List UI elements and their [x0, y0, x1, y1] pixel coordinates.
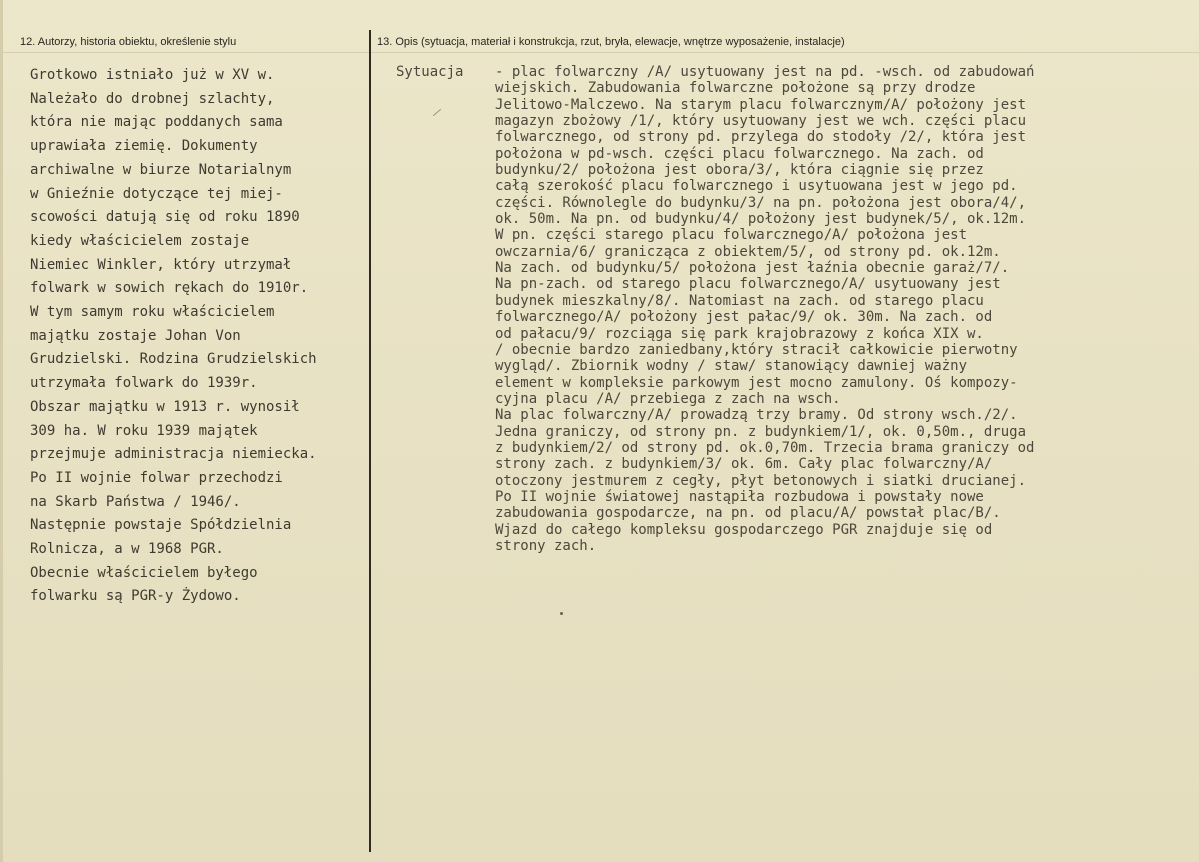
history-line: która nie mając poddanych sama — [30, 114, 283, 131]
card-edge — [0, 0, 3, 862]
description-line: Na pn-zach. od starego placu folwarcznego/A/ usytuowany jest — [495, 276, 1001, 293]
history-line: utrzymała folwark do 1939r. — [30, 375, 258, 392]
description-line: położona w pd-wsch. części placu folwarcznego. Na zach. od — [495, 145, 984, 162]
description-line: W pn. części starego placu folwarcznego/A/ położona jest — [495, 227, 968, 244]
description-line: cyjna placu /A/ przebiega z zach na wsch. — [495, 390, 841, 407]
description-line: ok. 50m. Na pn. od budynku/4/ położony jest budynek/5/, ok.12m. — [495, 211, 1027, 228]
description-line: budynek mieszkalny/8/. Natomiast na zach. od starego placu — [495, 292, 984, 309]
history-line: scowości datują się od roku 1890 — [30, 209, 300, 226]
section-13-header: 13. Opis (sytuacja, materiał i konstrukcja, rzut, bryła, elewacje, wnętrze wyposażenie, instalacje) — [377, 36, 845, 48]
history-line: W tym samym roku właścicielem — [30, 304, 275, 321]
description-line: zabudowania gospodarcze, na pn. od placu/A/ powstał plac/B/. — [495, 505, 1001, 522]
history-line: Grudzielski. Rodzina Grudzielskich — [30, 351, 317, 368]
description-line: od pałacu/9/ rozciąga się park krajobrazowy z końca XIX w. — [495, 325, 984, 342]
description-line: Wjazd do całego kompleksu gospodarczego PGR znajduje się od — [495, 521, 993, 538]
description-text — [495, 64, 1034, 554]
pen-mark — [433, 109, 441, 116]
description-line: strony zach. — [495, 537, 597, 554]
description-line: / obecnie bardzo zaniedbany,który stracił całkowicie pierwotny — [495, 341, 1018, 358]
description-line: wiejskich. Zabudowania folwarczne położone są przy drodze — [495, 80, 976, 97]
description-line: element w kompleksie parkowym jest mocno zamulony. Oś kompozy- — [495, 374, 1018, 391]
history-line: folwarku są PGR-y Żydowo. — [30, 588, 241, 605]
history-line: kiedy właścicielem zostaje — [30, 232, 250, 249]
description-line: Na zach. od budynku/5/ położona jest łaźnia obecnie garaż/7/. — [495, 260, 1010, 277]
history-line: 309 ha. W roku 1939 majątek — [30, 422, 258, 439]
history-line: Należało do drobnej szlachty, — [30, 90, 275, 107]
ink-dot — [560, 612, 563, 615]
history-line: Obszar majątku w 1913 r. wynosił — [30, 398, 300, 415]
description-line: Jelitowo-Malczewo. Na starym placu folwarcznym/A/ położony jest — [495, 96, 1027, 113]
description-line: owczarnia/6/ granicząca z obiektem/5/, od strony pd. ok.12m. — [495, 243, 1001, 260]
description-line: Jedna graniczy, od strony pn. z budynkiem/1/, ok. 0,50m., druga — [495, 423, 1027, 440]
history-line: majątku zostaje Johan Von — [30, 327, 241, 344]
description-line: folwarcznego, od strony pd. przylega do stodoły /2/, która jest — [495, 129, 1027, 146]
description-line: wygląd/. Zbiornik wodny / staw/ stanowiący dawniej ważny — [495, 358, 968, 375]
history-line: uprawiała ziemię. Dokumenty — [30, 138, 258, 155]
header-rule — [0, 52, 1199, 53]
history-line: na Skarb Państwa / 1946/. — [30, 493, 241, 510]
description-line: z budynkiem/2/ od strony pd. ok.0,70m. Trzecia brama graniczy od — [495, 439, 1035, 456]
history-line: Grotkowo istniało już w XV w. — [30, 67, 275, 83]
section-12-header: 12. Autorzy, historia obiektu, określenie stylu — [20, 36, 237, 48]
description-line: - plac folwarczny /A/ usytuowany jest na pd. -wsch. od zabudowań — [495, 64, 1035, 80]
description-line: budynku/2/ położona jest obora/3/, która ciągnie się przez — [495, 162, 984, 179]
history-line: Rolnicza, a w 1968 PGR. — [30, 541, 224, 558]
description-line: całą szerokość placu folwarcznego i usytuowana jest w jego pd. — [495, 178, 1018, 195]
column-divider — [369, 30, 371, 852]
description-line: Na plac folwarczny/A/ prowadzą trzy bramy. Od strony wsch./2/. — [495, 407, 1018, 424]
section-label-sytuacja: Sytuacja — [396, 64, 464, 80]
description-line: folwarcznego/A/ położony jest pałac/9/ ok. 30m. Na zach. od — [495, 309, 993, 326]
history-text — [30, 64, 317, 609]
description-line: Po II wojnie światowej nastąpiła rozbudowa i powstały nowe — [495, 488, 984, 505]
description-line: otoczony jestmurem z cegły, płyt betonowych i siatki drucianej. — [495, 472, 1027, 489]
history-line: Następnie powstaje Spółdzielnia — [30, 517, 292, 534]
history-line: Niemiec Winkler, który utrzymał — [30, 256, 292, 273]
description-line: strony zach. z budynkiem/3/ ok. 6m. Cały plac folwarczny/A/ — [495, 456, 993, 473]
history-line: folwark w sowich rękach do 1910r. — [30, 280, 309, 297]
description-line: części. Równolegle do budynku/3/ na pn. położona jest obora/4/, — [495, 194, 1027, 211]
history-line: Po II wojnie folwar przechodzi — [30, 469, 283, 486]
history-line: archiwalne w biurze Notarialnym — [30, 161, 292, 178]
description-line: magazyn zbożowy /1/, który usytuowany jest we wch. części placu — [495, 113, 1027, 130]
history-line: przejmuje administracja niemiecka. — [30, 446, 317, 463]
history-line: w Gnieźnie dotyczące tej miej- — [30, 185, 283, 202]
history-line: Obecnie właścicielem byłego — [30, 564, 258, 581]
